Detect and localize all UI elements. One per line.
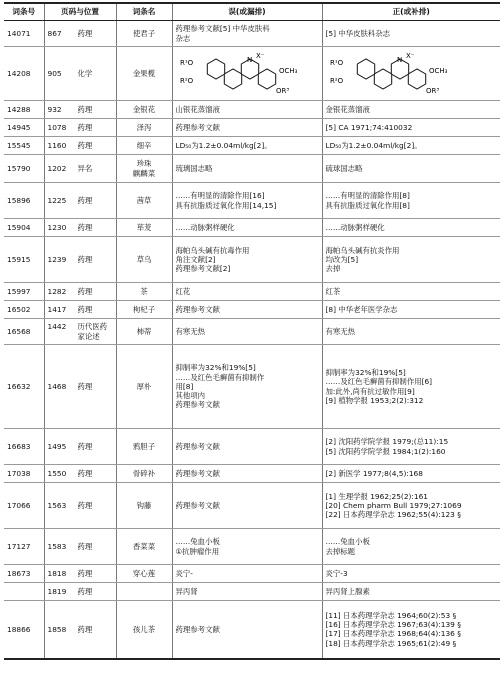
error-text-line: ……及红色毛癣菌有抑制作 <box>175 372 265 382</box>
location-label: 异名 <box>77 163 93 173</box>
page-number: 1282 <box>47 286 67 296</box>
error-cell <box>172 529 322 565</box>
entry-id: 16568 <box>7 326 31 336</box>
table-body <box>4 21 500 659</box>
entry-id-cell <box>4 283 44 301</box>
header-id: 词条号 <box>4 3 44 21</box>
page-number: 1550 <box>47 468 67 478</box>
correction-cell <box>322 101 500 119</box>
correction-text-line: 抑制率为32%和19%[5] <box>325 368 406 377</box>
page-location-cell <box>44 101 116 119</box>
correction-text-line: [5] 中华皮肤科杂志 <box>325 28 391 38</box>
formula-label-r2: R²O <box>179 76 193 85</box>
formula-label-n: N <box>246 55 252 64</box>
table-row <box>4 137 500 155</box>
table-row <box>4 583 500 601</box>
entry-id-cell <box>4 429 44 465</box>
correction-cell <box>322 119 500 137</box>
entry-id: 15904 <box>7 222 31 232</box>
formula-label-och3: OCH₃ <box>428 66 447 75</box>
error-text-line: 角注文献[2] <box>175 254 216 264</box>
page-location-cell <box>44 137 116 155</box>
table-row <box>4 601 500 659</box>
entry-id-cell <box>4 529 44 565</box>
entry-name-cell <box>116 319 172 345</box>
chemical-structure-diagram <box>326 49 466 99</box>
error-text-line: 用[8] <box>175 381 194 391</box>
location-label: 药理 <box>77 468 93 478</box>
entry-name: 香菜菜 <box>132 541 156 551</box>
entry-name: 金银花 <box>132 104 156 114</box>
location-label: 药理 <box>77 568 93 578</box>
error-cell <box>172 101 322 119</box>
page-number: 1818 <box>47 568 67 578</box>
entry-name: 鸦胆子 <box>132 441 156 451</box>
correction-cell <box>322 601 500 659</box>
formula-label-r1: R¹O <box>329 58 343 67</box>
error-cell <box>172 301 322 319</box>
page-location-cell <box>44 565 116 583</box>
table-row <box>4 155 500 183</box>
chemical-structure-diagram <box>176 49 316 99</box>
correction-text-line: [16] 日本药理学杂志 1967;63(4):139 § <box>325 620 461 629</box>
entry-name: 泽泻 <box>136 122 152 132</box>
location-label: 药理 <box>77 586 93 596</box>
entry-name: 麒麟菜 <box>132 168 156 178</box>
table-row <box>4 319 500 345</box>
page-number: 1563 <box>47 500 67 510</box>
error-cell <box>172 237 322 283</box>
location-label: 药理 <box>77 195 93 205</box>
correction-cell <box>322 283 500 301</box>
correction-text-line: LD₅₀为1.2±0.04ml/kg[2]。 <box>325 140 422 150</box>
location-label: 药理 <box>77 254 93 264</box>
header-error: 误(或漏排) <box>172 3 322 21</box>
correction-cell <box>322 301 500 319</box>
entry-name: 荜茇 <box>136 222 152 232</box>
formula-label-x: X⁻ <box>405 51 414 60</box>
error-text-line: 海帕乌头碱有抗毒作用 <box>175 245 250 255</box>
error-cell <box>172 21 322 47</box>
entry-id-cell <box>4 483 44 529</box>
error-text-line: 具有抗脂质过氧化作用[14,15] <box>175 200 277 210</box>
location-label: 药理 <box>77 500 93 510</box>
correction-text-line: [5] CA 1971;74:410032 <box>325 122 413 132</box>
entry-name: 金果榄 <box>132 68 156 78</box>
correction-cell <box>322 529 500 565</box>
entry-id-cell <box>4 183 44 219</box>
entry-id-cell <box>4 101 44 119</box>
page-number: 1819 <box>47 586 67 596</box>
location-label: 药理 <box>77 441 93 451</box>
header-page: 页码与位置 <box>44 3 116 21</box>
error-cell <box>172 319 322 345</box>
correction-text-line: ……动脉粥样硬化 <box>325 222 385 232</box>
error-cell <box>172 601 322 659</box>
correction-text-line: 具有抗脂质过氧化作用[8] <box>325 200 410 210</box>
entry-id-cell <box>4 301 44 319</box>
fused-ring-skeleton <box>357 59 425 89</box>
page-location-cell <box>44 237 116 283</box>
error-text-line: 红花 <box>175 286 191 296</box>
page-location-cell <box>44 319 116 345</box>
entry-name-cell <box>116 101 172 119</box>
error-cell <box>172 345 322 429</box>
table-row <box>4 465 500 483</box>
entry-id-cell <box>4 465 44 483</box>
entry-name-cell <box>116 119 172 137</box>
correction-text-line: 硫球国志略 <box>325 163 363 173</box>
correction-text-line: [5] 沈阳药学院学报 1984;1(2):160 <box>325 446 446 456</box>
correction-text-line: [1] 生理学报 1962;25(2):161 <box>325 491 428 501</box>
page-location-cell <box>44 283 116 301</box>
error-cell <box>172 583 322 601</box>
entry-name: 枸杞子 <box>132 304 156 314</box>
page-number: 1078 <box>47 122 67 132</box>
error-cell <box>172 565 322 583</box>
error-cell <box>172 429 322 465</box>
location-label: 药理 <box>77 122 93 132</box>
error-text-line: 有寒无热 <box>175 326 206 336</box>
error-text-line: 杂志 <box>175 33 191 43</box>
correction-text-line: [22] 日本药理学杂志 1962;55(4):123 § <box>325 510 461 520</box>
entry-name-cell <box>116 583 172 601</box>
correction-cell <box>322 345 500 429</box>
entry-id-cell <box>4 155 44 183</box>
page-location-cell <box>44 465 116 483</box>
error-cell <box>172 47 322 101</box>
correction-text-line: 加:此外,尚有抗过敏作用[9] <box>325 386 415 396</box>
page-location-cell <box>44 47 116 101</box>
page-location-cell <box>44 345 116 429</box>
entry-name-cell <box>116 21 172 47</box>
entry-name: 厚朴 <box>136 381 152 391</box>
error-cell <box>172 483 322 529</box>
correction-text-line: 异丙肾上腺素 <box>325 586 370 596</box>
entry-name: 细辛 <box>136 140 152 150</box>
error-text-line: ①抗肿瘤作用 <box>175 546 220 556</box>
entry-name: 珍珠 <box>136 159 152 169</box>
correction-text-line: 去掉标题 <box>325 546 356 556</box>
header-correct: 正(或补排) <box>322 3 500 21</box>
page-number: 1417 <box>47 304 67 314</box>
entry-name-cell <box>116 483 172 529</box>
error-text-line: 药理参考文献[2] <box>175 264 231 274</box>
entry-name-cell <box>116 529 172 565</box>
location-label: 药理 <box>77 381 93 391</box>
entry-id: 15997 <box>7 286 31 296</box>
page-number: 905 <box>47 68 62 78</box>
error-cell <box>172 119 322 137</box>
entry-id-cell <box>4 237 44 283</box>
formula-label-r1: R¹O <box>179 58 193 67</box>
error-text-line: 药理参考文献 <box>175 500 220 510</box>
error-text-line: 山银花蒸馏液 <box>175 104 220 114</box>
table-header-row <box>4 3 500 21</box>
correction-cell <box>322 237 500 283</box>
error-text-line: ……动脉粥样硬化 <box>175 222 235 232</box>
table-row <box>4 237 500 283</box>
location-label: 家论述 <box>77 331 100 341</box>
error-cell <box>172 219 322 237</box>
correction-text-line: 均改为[5] <box>325 254 359 264</box>
formula-label-ox2: OR³ <box>425 86 439 95</box>
entry-name-cell <box>116 155 172 183</box>
error-text-line: 药理参考文献 <box>175 122 220 132</box>
table-row <box>4 21 500 47</box>
entry-name-cell <box>116 601 172 659</box>
page-number: 1202 <box>47 163 67 173</box>
entry-name-cell <box>116 465 172 483</box>
error-text-line: 异丙肾 <box>175 586 198 596</box>
error-text-line: 药理参考文献 <box>175 441 220 451</box>
error-cell <box>172 465 322 483</box>
entry-id: 18673 <box>7 568 31 578</box>
header-name: 词条名 <box>116 3 172 21</box>
page-number: 1239 <box>47 254 67 264</box>
page-location-cell <box>44 529 116 565</box>
error-cell <box>172 137 322 155</box>
formula-label-ox: OCH₃ <box>278 66 297 75</box>
entry-name-cell <box>116 565 172 583</box>
correction-text-line: [11] 日本药理学杂志 1964;60(2):53 § <box>325 610 457 620</box>
location-label: 药理 <box>77 304 93 314</box>
error-text-line: 琉璃国志略 <box>175 163 213 173</box>
entry-name-cell <box>116 219 172 237</box>
correction-text-line: [2] 沈阳药学院学报 1979;(总11):15 <box>325 437 449 447</box>
correction-cell <box>322 483 500 529</box>
page-number: 1225 <box>47 195 67 205</box>
entry-name-cell <box>116 47 172 101</box>
entry-id: 16632 <box>7 381 31 391</box>
entry-id: 15545 <box>7 140 31 150</box>
correction-text-line: [20] Chem pharm Bull 1979;27:1069 <box>325 500 462 510</box>
error-cell <box>172 183 322 219</box>
page-location-cell <box>44 429 116 465</box>
error-text-line: 药理参考文献 <box>175 304 220 314</box>
error-cell <box>172 283 322 301</box>
correction-text-line: [17] 日本药理学杂志 1968;64(4):136 § <box>325 629 461 639</box>
table-row <box>4 219 500 237</box>
error-text-line: 药理参考文献 <box>175 400 220 410</box>
table-row <box>4 119 500 137</box>
entry-id-cell <box>4 319 44 345</box>
correction-text-line: 有寒无热 <box>325 326 356 336</box>
table-row <box>4 47 500 101</box>
entry-id-cell <box>4 345 44 429</box>
page-location-cell <box>44 219 116 237</box>
entry-name-cell <box>116 283 172 301</box>
error-cell <box>172 155 322 183</box>
error-text-line: 其他项内 <box>175 391 206 401</box>
entry-id-cell <box>4 601 44 659</box>
page-location-cell <box>44 583 116 601</box>
entry-id-cell <box>4 583 44 601</box>
location-label: 药理 <box>77 624 93 634</box>
page-location-cell <box>44 483 116 529</box>
table-row <box>4 529 500 565</box>
entry-name: 柿蒂 <box>136 326 152 336</box>
table-row <box>4 283 500 301</box>
location-label: 药理 <box>77 541 93 551</box>
page-number: 1442 <box>47 322 67 332</box>
error-text-line: 药理参考文献 <box>175 468 220 478</box>
correction-cell <box>322 21 500 47</box>
correction-text-line: ……有明显的清除作用[8] <box>325 191 410 201</box>
entry-id: 16502 <box>7 304 31 314</box>
error-text-line: 药理参考文献 <box>175 624 220 634</box>
page-location-cell <box>44 155 116 183</box>
location-label: 药理 <box>77 28 93 38</box>
correction-text-line: [9] 植物学报 1953;2(2):312 <box>325 395 424 405</box>
correction-text-line: 金银花蒸馏液 <box>325 104 370 114</box>
location-label: 药理 <box>77 104 93 114</box>
entry-id-cell <box>4 119 44 137</box>
entry-name: 茜草 <box>136 195 152 205</box>
entry-id-cell <box>4 565 44 583</box>
correction-cell <box>322 219 500 237</box>
page-location-cell <box>44 183 116 219</box>
entry-id-cell <box>4 47 44 101</box>
entry-id-cell <box>4 219 44 237</box>
table-row <box>4 301 500 319</box>
correction-text-line: [2] 新医学 1977;8(4,5):168 <box>325 468 423 478</box>
correction-cell <box>322 155 500 183</box>
entry-name-cell <box>116 301 172 319</box>
page-number: 1583 <box>47 541 67 551</box>
entry-id: 15896 <box>7 195 31 205</box>
entry-id: 14945 <box>7 122 31 132</box>
page-number: 1858 <box>47 624 67 634</box>
correction-cell <box>322 429 500 465</box>
page-number: 932 <box>47 104 62 114</box>
correction-cell <box>322 583 500 601</box>
correction-text-line: ……兔血小板 <box>325 537 370 547</box>
page-number: 1468 <box>47 381 67 391</box>
entry-id-cell <box>4 137 44 155</box>
formula-label-r2: R²O <box>329 76 343 85</box>
correction-cell <box>322 47 500 101</box>
entry-name-cell <box>116 183 172 219</box>
entry-id: 17127 <box>7 541 31 551</box>
page-location-cell <box>44 601 116 659</box>
entry-name-cell <box>116 137 172 155</box>
entry-id: 15915 <box>7 254 31 264</box>
error-text-line: 炎宁- <box>175 568 193 578</box>
entry-id: 14071 <box>7 28 31 38</box>
correction-cell <box>322 319 500 345</box>
error-text-line: ……兔血小板 <box>175 537 220 547</box>
correction-cell <box>322 565 500 583</box>
formula-label-ox2: OR³ <box>275 86 289 95</box>
entry-name: 茶 <box>140 286 148 296</box>
entry-name: 骨碎补 <box>132 468 156 478</box>
formula-label-n: N <box>396 55 402 64</box>
entry-id: 17038 <box>7 468 31 478</box>
error-text-line: 抑制率为32%和19%[5] <box>175 363 256 373</box>
page-number: 1495 <box>47 441 67 451</box>
error-text-line: 药理参考文献[5] 中华皮肤科 <box>175 24 270 34</box>
page-location-cell <box>44 301 116 319</box>
correction-cell <box>322 137 500 155</box>
entry-name: 钩藤 <box>136 500 152 510</box>
fused-ring-skeleton <box>207 59 275 89</box>
page-number: 1160 <box>47 140 67 150</box>
location-label: 历代医药 <box>77 322 108 332</box>
table-row <box>4 483 500 529</box>
formula-label-x: X⁻ <box>255 51 264 60</box>
entry-id: 15790 <box>7 163 31 173</box>
location-label: 药理 <box>77 222 93 232</box>
correction-text-line: 海帕乌头碱有抗炎作用 <box>325 245 400 255</box>
entry-name: 穿心莲 <box>132 568 156 578</box>
location-label: 药理 <box>77 140 93 150</box>
page-number: 1230 <box>47 222 67 232</box>
page-number: 867 <box>47 28 62 38</box>
entry-name: 草乌 <box>136 254 152 264</box>
correction-text-line: 红茶 <box>325 286 341 296</box>
table-row <box>4 101 500 119</box>
correction-text-line: 去掉 <box>325 264 341 274</box>
correction-text-line: 炎宁-3 <box>325 568 348 578</box>
location-label: 化学 <box>77 68 93 78</box>
entry-id: 16683 <box>7 441 31 451</box>
correction-cell <box>322 183 500 219</box>
page-location-cell <box>44 21 116 47</box>
entry-name-cell <box>116 429 172 465</box>
page-location-cell <box>44 119 116 137</box>
error-text-line: ……有明显的清除作用[16] <box>175 191 265 201</box>
entry-name-cell <box>116 237 172 283</box>
table-row <box>4 565 500 583</box>
table-row <box>4 345 500 429</box>
entry-id: 14288 <box>7 104 31 114</box>
error-text-line: LD₅₀为1.2±0.04ml/kg[2]。 <box>175 140 272 150</box>
entry-id: 17066 <box>7 500 31 510</box>
table-row <box>4 429 500 465</box>
correction-text-line: [18] 日本药理学杂志 1965;61(2):49 § <box>325 638 457 648</box>
entry-id-cell <box>4 21 44 47</box>
correction-text-line: ……及红色毛癣菌有抑制作用[6] <box>325 377 433 387</box>
entry-name: 使君子 <box>132 28 156 38</box>
correction-cell <box>322 465 500 483</box>
table-row <box>4 183 500 219</box>
location-label: 药理 <box>77 286 93 296</box>
entry-id: 14208 <box>7 68 31 78</box>
entry-name: 孩儿茶 <box>132 624 156 634</box>
errata-table <box>4 2 500 660</box>
entry-name-cell <box>116 345 172 429</box>
entry-id: 18866 <box>7 624 31 634</box>
correction-text-line: [8] 中华老年医学杂志 <box>325 304 398 314</box>
